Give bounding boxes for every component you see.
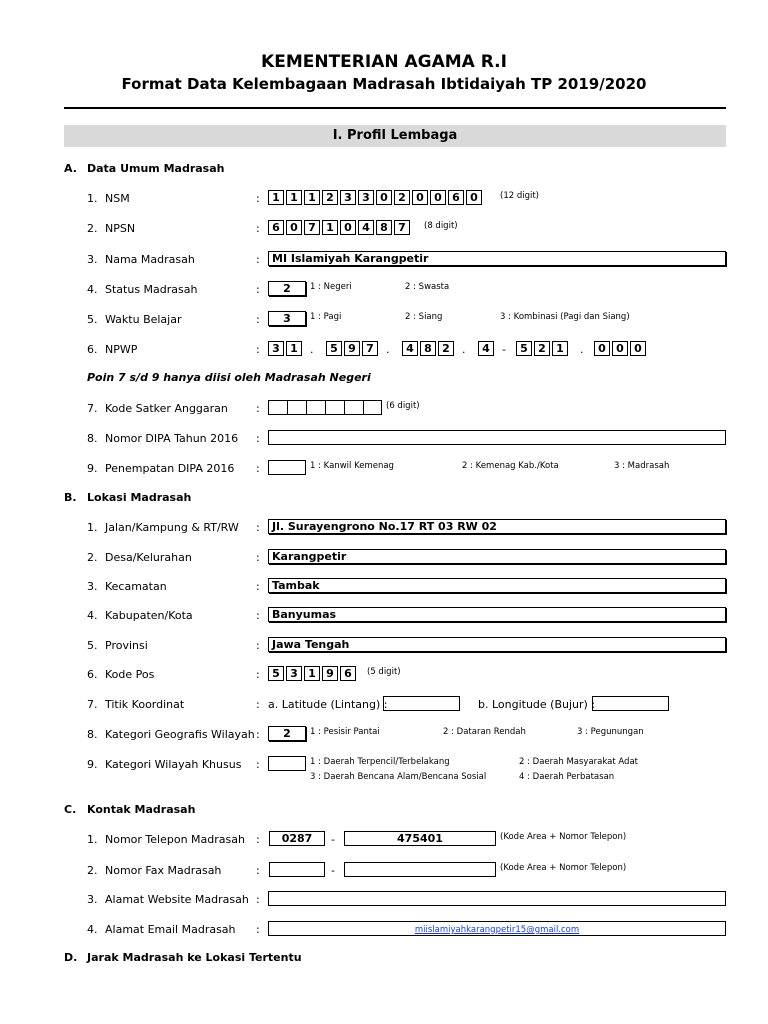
row-number: 6.: [87, 668, 98, 681]
colon: :: [256, 402, 260, 415]
website-row: [0, 891, 768, 909]
geografis-row: [0, 726, 768, 744]
nama-madrasah-field[interactable]: MI Islamiyah Karangpetir: [268, 251, 726, 266]
row-number: 4.: [87, 923, 98, 936]
status-row: [0, 281, 768, 299]
kabupaten-label: Kabupaten/Kota: [105, 609, 193, 622]
row-number: 5.: [87, 313, 98, 326]
row-number: 4.: [87, 283, 98, 296]
fax-number-field[interactable]: [344, 862, 496, 877]
digit-cell[interactable]: 7: [362, 341, 378, 356]
fax-label: Nomor Fax Madrasah: [105, 864, 222, 877]
colon: :: [256, 668, 260, 681]
waktu-code-field[interactable]: 3: [268, 311, 306, 326]
email-field[interactable]: [268, 921, 726, 936]
digit-cell[interactable]: 1: [286, 190, 302, 205]
colon: :: [256, 521, 260, 534]
npsn-note: (8 digit): [424, 221, 458, 231]
penempatan-option-1: 1 : Kanwil Kemenag: [310, 461, 394, 471]
colon: :: [256, 580, 260, 593]
digit-cell[interactable]: 0: [612, 341, 628, 356]
jalan-label: Jalan/Kampung & RT/RW: [105, 521, 239, 534]
digit-cell[interactable]: 9: [322, 666, 338, 681]
colon: :: [256, 283, 260, 296]
digit-cell[interactable]: 0: [376, 190, 392, 205]
npwp-separator: .: [462, 343, 466, 356]
npwp-separator: -: [502, 343, 506, 356]
npwp-group-5[interactable]: [516, 341, 570, 356]
row-number: 9.: [87, 758, 98, 771]
document-subtitle: Format Data Kelembagaan Madrasah Ibtidaiyah TP 2019/2020: [121, 75, 647, 93]
digit-cell[interactable]: 5: [516, 341, 532, 356]
row-number: 6.: [87, 343, 98, 356]
kodepos-row: [0, 666, 768, 684]
row-number: 1.: [87, 833, 98, 846]
digit-cell[interactable]: 2: [394, 190, 410, 205]
digit-cell[interactable]: 0: [594, 341, 610, 356]
colon: :: [256, 893, 260, 906]
khusus-option-1: 1 : Daerah Terpencil/Terbelakang: [310, 757, 450, 767]
digit-cell[interactable]: 0: [412, 190, 428, 205]
geografis-code-field[interactable]: 2: [268, 726, 306, 741]
section-d-letter: D.: [64, 951, 78, 964]
colon: :: [256, 698, 260, 711]
satker-label: Kode Satker Anggaran: [105, 402, 228, 415]
kecamatan-row: [0, 578, 768, 596]
section-c-title: Kontak Madrasah: [87, 803, 196, 816]
colon: :: [256, 462, 260, 475]
colon: :: [256, 728, 260, 741]
digit-cell[interactable]: 3: [268, 341, 284, 356]
colon: :: [256, 833, 260, 846]
kodepos-digit-cells[interactable]: [268, 666, 358, 681]
status-code-field[interactable]: 2: [268, 281, 306, 296]
npwp-group-4[interactable]: [478, 341, 496, 356]
latitude-field[interactable]: [383, 696, 460, 711]
digit-cell[interactable]: 1: [268, 190, 284, 205]
row-number: 8.: [87, 728, 98, 741]
digit-cell[interactable]: 7: [394, 220, 410, 235]
section-b-title: Lokasi Madrasah: [87, 491, 192, 504]
waktu-option-2: 2 : Siang: [405, 312, 443, 322]
npsn-label: NPSN: [105, 222, 136, 235]
digit-cell[interactable]: 1: [304, 190, 320, 205]
email-link[interactable]: miislamiyahkarangpetir15@gmail.com: [414, 925, 580, 935]
nsm-digit-cells[interactable]: [268, 190, 484, 205]
npwp-group-1[interactable]: [268, 341, 304, 356]
telepon-label: Nomor Telepon Madrasah: [105, 833, 245, 846]
npwp-row: [0, 341, 768, 359]
digit-cell[interactable]: 4: [358, 220, 374, 235]
desa-row: [0, 549, 768, 567]
digit-cell[interactable]: 2: [322, 190, 338, 205]
row-number: 9.: [87, 462, 98, 475]
kecamatan-field[interactable]: Tambak: [268, 578, 726, 593]
colon: :: [256, 609, 260, 622]
jalan-row: [0, 519, 768, 537]
satker-note: (6 digit): [386, 401, 420, 411]
digit-cell[interactable]: 0: [466, 190, 482, 205]
row-number: 2.: [87, 551, 98, 564]
colon: :: [256, 192, 260, 205]
nama-row: [0, 251, 768, 269]
khusus-code-field[interactable]: [268, 756, 306, 771]
nsm-note: (12 digit): [500, 191, 539, 201]
website-field[interactable]: [268, 891, 726, 906]
row-number: 1.: [87, 521, 98, 534]
penempatan-option-2: 2 : Kemenag Kab./Kota: [462, 461, 559, 471]
npwp-separator: .: [386, 343, 390, 356]
geografis-label: Kategori Geografis Wilayah: [105, 728, 255, 741]
khusus-row: [0, 756, 768, 788]
row-number: 1.: [87, 192, 98, 205]
status-option-2: 2 : Swasta: [405, 282, 450, 292]
document-title: KEMENTERIAN AGAMA R.I: [261, 52, 507, 72]
jalan-field[interactable]: Jl. Surayengrono No.17 RT 03 RW 02: [268, 519, 726, 534]
fax-row: [0, 862, 768, 880]
penempatan-code-field[interactable]: [268, 460, 306, 475]
npwp-label: NPWP: [105, 343, 138, 356]
digit-cell[interactable]: 3: [358, 190, 374, 205]
website-label: Alamat Website Madrasah: [105, 893, 249, 906]
row-number: 4.: [87, 609, 98, 622]
digit-cell[interactable]: 1: [552, 341, 568, 356]
section-banner: I. Profil Lembaga: [64, 125, 726, 147]
waktu-row: [0, 311, 768, 329]
waktu-option-1: 1 : Pagi: [310, 312, 342, 322]
npsn-digit-cells[interactable]: [268, 220, 412, 235]
poin-note: Poin 7 s/d 9 hanya diisi oleh Madrasah Negeri: [87, 371, 371, 384]
colon: :: [256, 551, 260, 564]
telepon-area-field[interactable]: 0287: [269, 831, 325, 846]
digit-cell[interactable]: 1: [286, 341, 302, 356]
dash-separator: -: [331, 864, 335, 877]
digit-cell[interactable]: 0: [430, 190, 446, 205]
khusus-option-2: 2 : Daerah Masyarakat Adat: [519, 757, 638, 767]
section-c-letter: C.: [64, 803, 77, 816]
digit-cell[interactable]: 5: [268, 666, 284, 681]
colon: :: [256, 313, 260, 326]
row-number: 2.: [87, 222, 98, 235]
telepon-row: [0, 831, 768, 849]
telepon-note: (Kode Area + Nomor Telepon): [500, 832, 627, 842]
geografis-option-1: 1 : Pesisir Pantai: [310, 727, 380, 737]
digit-cell[interactable]: 0: [340, 220, 356, 235]
telepon-number-field[interactable]: 475401: [344, 831, 496, 846]
npwp-group-2[interactable]: [326, 341, 380, 356]
waktu-label: Waktu Belajar: [105, 313, 182, 326]
digit-cell[interactable]: [344, 400, 363, 415]
npsn-row: [0, 220, 768, 238]
colon: :: [256, 222, 260, 235]
satker-row: [0, 400, 768, 418]
digit-cell[interactable]: [268, 400, 287, 415]
kodepos-note: (5 digit): [367, 667, 401, 677]
section-d-title: Jarak Madrasah ke Lokasi Tertentu: [87, 951, 302, 964]
khusus-label: Kategori Wilayah Khusus: [105, 758, 242, 771]
khusus-option-3: 3 : Daerah Bencana Alam/Bencana Sosial: [310, 772, 487, 782]
status-label: Status Madrasah: [105, 283, 198, 296]
digit-cell[interactable]: [325, 400, 344, 415]
digit-cell[interactable]: 0: [286, 220, 302, 235]
desa-field[interactable]: Karangpetir: [268, 549, 726, 564]
digit-cell[interactable]: 7: [304, 220, 320, 235]
colon: :: [256, 432, 260, 445]
provinsi-field[interactable]: Jawa Tengah: [268, 637, 726, 652]
npwp-separator: .: [580, 343, 584, 356]
fax-area-field[interactable]: [269, 862, 325, 877]
latitude-label: a. Latitude (Lintang) :: [268, 698, 388, 711]
row-number: 3.: [87, 253, 98, 266]
digit-cell[interactable]: [287, 400, 306, 415]
digit-cell[interactable]: 6: [448, 190, 464, 205]
desa-label: Desa/Kelurahan: [105, 551, 192, 564]
penempatan-row: [0, 460, 768, 478]
row-number: 3.: [87, 893, 98, 906]
nama-label: Nama Madrasah: [105, 253, 195, 266]
digit-cell[interactable]: 9: [344, 341, 360, 356]
nsm-label: NSM: [105, 192, 130, 205]
kodepos-label: Kode Pos: [105, 668, 155, 681]
dipa-label: Nomor DIPA Tahun 2016: [105, 432, 239, 445]
row-number: 7.: [87, 698, 98, 711]
provinsi-label: Provinsi: [105, 639, 148, 652]
satker-digit-cells[interactable]: [268, 400, 382, 415]
koordinat-row: [0, 696, 768, 714]
section-a-letter: A.: [64, 162, 77, 175]
row-number: 2.: [87, 864, 98, 877]
colon: :: [256, 923, 260, 936]
kabupaten-field[interactable]: Banyumas: [268, 607, 726, 622]
geografis-option-3: 3 : Pegunungan: [577, 727, 644, 737]
penempatan-option-3: 3 : Madrasah: [614, 461, 670, 471]
section-b-letter: B.: [64, 491, 77, 504]
npwp-group-6[interactable]: [594, 341, 648, 356]
digit-cell[interactable]: [363, 400, 382, 415]
digit-cell[interactable]: 1: [304, 666, 320, 681]
longitude-label: b. Longitude (Bujur) :: [478, 698, 596, 711]
digit-cell[interactable]: 8: [420, 341, 436, 356]
koordinat-label: Titik Koordinat: [105, 698, 185, 711]
digit-cell[interactable]: 0: [630, 341, 646, 356]
digit-cell[interactable]: 6: [268, 220, 284, 235]
digit-cell[interactable]: 2: [438, 341, 454, 356]
section-a-title: Data Umum Madrasah: [87, 162, 225, 175]
npwp-group-3[interactable]: [402, 341, 456, 356]
provinsi-row: [0, 637, 768, 655]
fax-note: (Kode Area + Nomor Telepon): [500, 863, 627, 873]
digit-cell[interactable]: 1: [322, 220, 338, 235]
khusus-option-4: 4 : Daerah Perbatasan: [519, 772, 615, 782]
digit-cell[interactable]: 3: [340, 190, 356, 205]
row-number: 5.: [87, 639, 98, 652]
digit-cell[interactable]: 3: [286, 666, 302, 681]
row-number: 3.: [87, 580, 98, 593]
digit-cell[interactable]: 2: [534, 341, 550, 356]
digit-cell[interactable]: 5: [326, 341, 342, 356]
penempatan-label: Penempatan DIPA 2016: [105, 462, 235, 475]
colon: :: [256, 253, 260, 266]
colon: :: [256, 639, 260, 652]
dash-separator: -: [331, 833, 335, 846]
kabupaten-row: [0, 607, 768, 625]
kecamatan-label: Kecamatan: [105, 580, 167, 593]
header-divider: [64, 107, 726, 109]
row-number: 7.: [87, 402, 98, 415]
dipa-row: [0, 430, 768, 448]
geografis-option-2: 2 : Dataran Rendah: [443, 727, 526, 737]
colon: :: [256, 864, 260, 877]
dipa-field[interactable]: [268, 430, 726, 445]
colon: :: [256, 758, 260, 771]
digit-cell[interactable]: 6: [340, 666, 356, 681]
waktu-option-3: 3 : Kombinasi (Pagi dan Siang): [500, 312, 630, 322]
longitude-field[interactable]: [592, 696, 669, 711]
nsm-row: [0, 190, 768, 208]
row-number: 8.: [87, 432, 98, 445]
digit-cell[interactable]: 8: [376, 220, 392, 235]
status-option-1: 1 : Negeri: [310, 282, 352, 292]
digit-cell[interactable]: 4: [402, 341, 418, 356]
npwp-separator: .: [310, 343, 314, 356]
digit-cell[interactable]: 4: [478, 341, 494, 356]
colon: :: [256, 343, 260, 356]
email-row: [0, 921, 768, 939]
email-label: Alamat Email Madrasah: [105, 923, 236, 936]
digit-cell[interactable]: [306, 400, 325, 415]
